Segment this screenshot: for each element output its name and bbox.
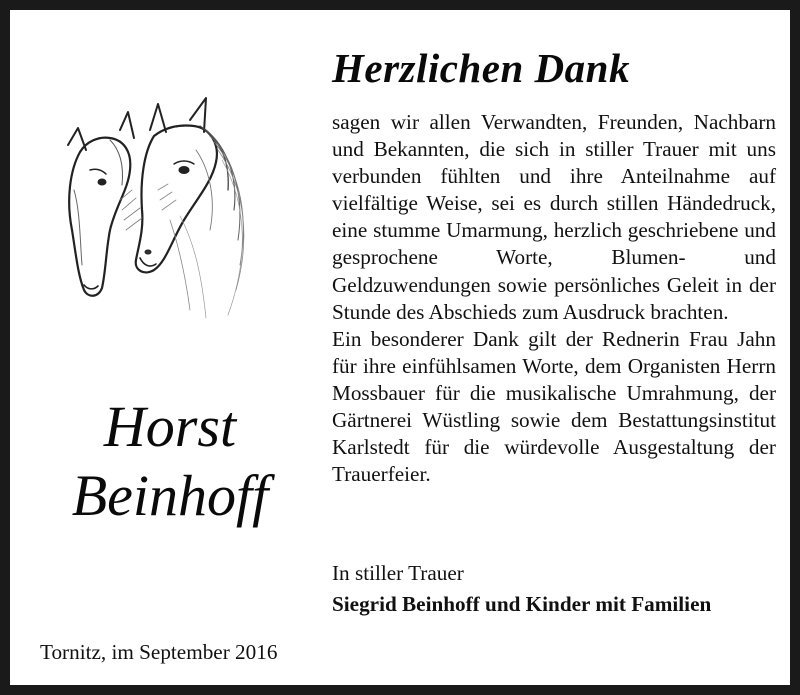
closing-block (332, 558, 711, 620)
page-title: Herzlichen Dank (332, 45, 630, 91)
place-and-date: Tornitz, im September 2016 (40, 640, 278, 664)
deceased-last-name: Beinhoff (71, 463, 269, 528)
horses-sketch-illustration (50, 90, 265, 330)
body-paragraph: Ein besonderer Dank gilt der Rednerin Frau Jahn für ihre einfühlsamen Worte, dem Organisten Herrn Mossbauer für die musikalische Umrahmung, der Gärtnerei Wüstling sowie dem Bestattungsinstitut Karlstedt für die würdevolle Ausgestaltung der Trauerfeier. (332, 326, 776, 487)
deceased-first-name: Horst (103, 394, 237, 459)
notice-body (332, 109, 776, 488)
signature-line: Siegrid Beinhoff und Kinder mit Familien (332, 592, 712, 616)
closing-phrase: In stiller Trauer (332, 561, 464, 585)
body-paragraph: sagen wir allen Verwandten, Freunden, Nachbarn und Bekannten, die sich in stiller Trauer mit uns verbunden fühlten und ihre Anteilnahme auf vielfältige Weise, sei es durch stillen Händedruck, eine stumme Umarmung, herzlich geschriebene und gesprochene Worte, Blumen- und Geldzuwendungen sowie persönliches Geleit in der Stunde des Abschieds zum Ausdruck brachten. (332, 110, 776, 324)
